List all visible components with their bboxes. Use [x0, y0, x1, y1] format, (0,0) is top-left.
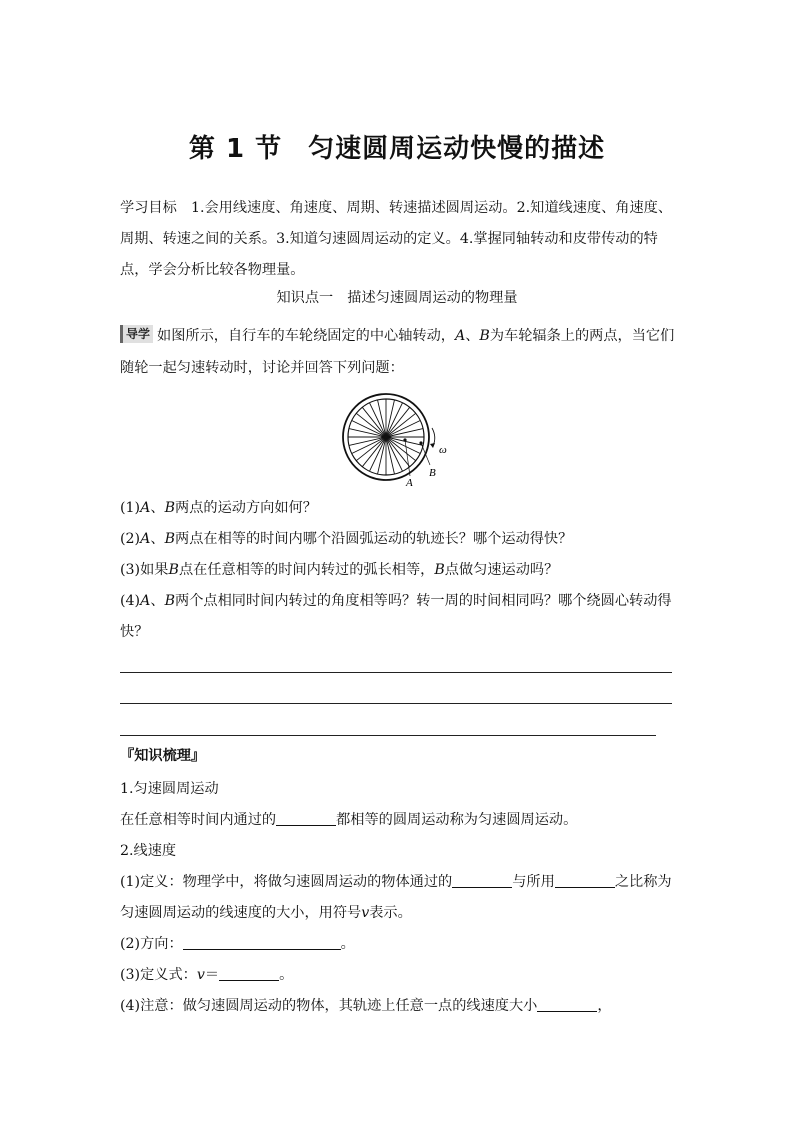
fill-blank[interactable] — [276, 811, 336, 826]
linear-velocity-direction: (2)方向： 。 — [120, 936, 355, 952]
question-2: (2)A、B两点在相等的时间内哪个沿圆弧运动的轨迹长？哪个运动得快？ — [120, 531, 573, 547]
wheel-hub — [384, 435, 388, 439]
linear-velocity-definition: (1)定义：物理学中，将做匀速圆周运动的物体通过的 与所用 之比称为匀速圆周运动的线速度的大小，用符号v表示。 — [120, 874, 672, 921]
section-name: 匀速圆周运动快慢的描述 — [308, 134, 606, 164]
linear-velocity-formula: (3)定义式：v＝ 。 — [120, 967, 294, 983]
heading-linear-velocity: 2.线速度 — [120, 843, 177, 859]
label-omega: ω — [439, 444, 447, 456]
fill-blank[interactable] — [555, 873, 615, 888]
intro-paragraph: 导学 如图所示，自行车的车轮绕固定的中心轴转动，A、B为车轮辐条上的两点，当它们随轮一起匀速转动时，讨论并回答下列问题： — [120, 327, 675, 376]
answer-line-1[interactable] — [120, 672, 672, 673]
fill-blank[interactable] — [452, 873, 512, 888]
guide-badge: 导学 — [120, 325, 153, 343]
definition-uniform-circular-motion: 在任意相等时间内通过的 都相等的圆周运动称为匀速圆周运动。 — [120, 812, 578, 828]
knowledge-summary-heading: 『知识梳理』 — [120, 748, 206, 764]
answer-line-2[interactable] — [120, 703, 672, 704]
section-number: 第 1 节 — [188, 134, 283, 164]
question-4: (4)A、B两个点相同时间内转过的角度相等吗？转一周的时间相同吗？哪个绕圆心转动得快？ — [120, 593, 672, 640]
answer-line-3[interactable] — [120, 735, 656, 736]
fill-blank[interactable] — [183, 935, 341, 950]
question-3: (3)如果B点在任意相等的时间内转过的弧长相等，B点做匀速运动吗？ — [120, 562, 559, 578]
bicycle-wheel-figure — [340, 390, 460, 490]
label-b: B — [429, 467, 436, 479]
page-title — [0, 128, 794, 165]
learning-goals: 学习目标 1.会用线速度、角速度、周期、转速描述圆周运动。2.知道线速度、角速度、周期、转速之间的关系。3.知道匀速圆周运动的定义。4.掌握同轴转动和皮带传动的特点，学会分析比较各物理量。 — [120, 200, 673, 278]
leader-a — [405, 440, 410, 476]
label-a: A — [406, 477, 413, 489]
question-list — [120, 493, 676, 648]
knowledge-summary-body — [120, 774, 676, 1022]
heading-uniform-circular-motion: 1.匀速圆周运动 — [120, 781, 219, 797]
knowledge-point-title: 知识点一 描述匀速圆周运动的物理量 — [276, 290, 518, 306]
rotation-arrowhead — [430, 443, 435, 448]
question-1: (1)A、B两点的运动方向如何？ — [120, 500, 317, 516]
fill-blank[interactable] — [219, 966, 279, 981]
linear-velocity-note: (4)注意：做匀速圆周运动的物体，其轨迹上任意一点的线速度大小 ， — [120, 998, 612, 1014]
fill-blank[interactable] — [537, 997, 597, 1012]
